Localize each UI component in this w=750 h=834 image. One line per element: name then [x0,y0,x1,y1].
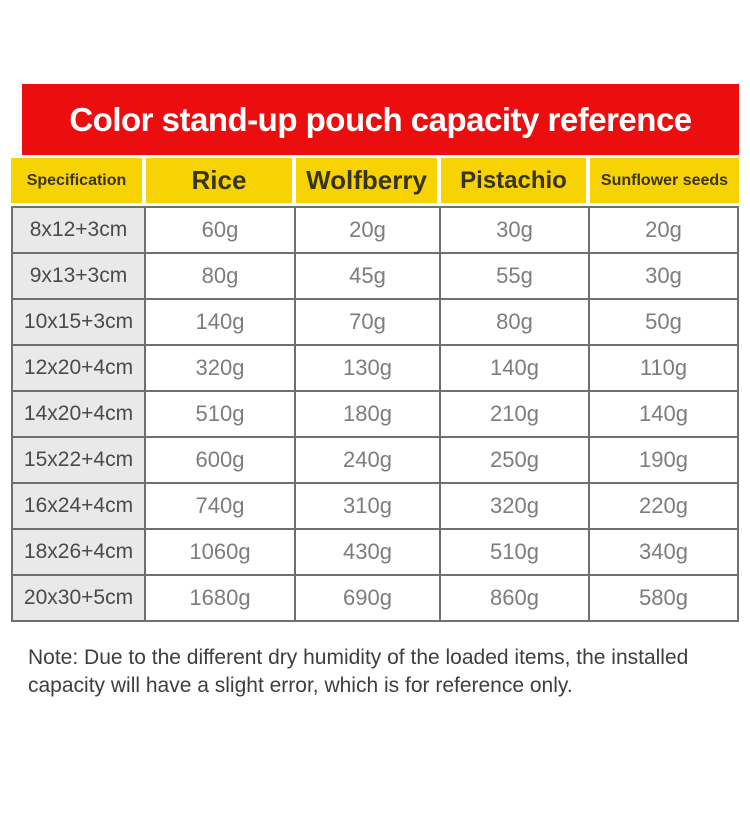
table-row [13,344,737,390]
value-cell-sunflower-seeds: 220g [590,484,737,528]
value-cell-wolfberry: 690g [296,576,441,620]
table-row [13,528,737,574]
value-cell-wolfberry: 70g [296,300,441,344]
value-cell-pistachio: 55g [441,254,590,298]
reference-note [28,644,730,700]
spec-cell: 15x22+4cm [13,438,146,482]
column-header-sunflower-seeds: Sunflower seeds [590,158,739,203]
table-row [13,482,737,528]
value-cell-rice: 320g [146,346,296,390]
column-header-specification: Specification [11,158,146,203]
value-cell-sunflower-seeds: 30g [590,254,737,298]
capacity-table [11,206,739,622]
column-header-rice: Rice [146,158,296,203]
column-header-pistachio: Pistachio [441,158,590,203]
value-cell-wolfberry: 430g [296,530,441,574]
value-cell-pistachio: 250g [441,438,590,482]
value-cell-wolfberry: 180g [296,392,441,436]
value-cell-wolfberry: 130g [296,346,441,390]
spec-cell: 10x15+3cm [13,300,146,344]
spec-cell: 9x13+3cm [13,254,146,298]
page-title: Color stand-up pouch capacity reference [69,100,692,138]
value-cell-pistachio: 860g [441,576,590,620]
value-cell-pistachio: 30g [441,208,590,252]
spec-cell: 8x12+3cm [13,208,146,252]
table-row [13,208,737,252]
table-row [13,574,737,620]
value-cell-pistachio: 140g [441,346,590,390]
value-cell-pistachio: 320g [441,484,590,528]
value-cell-pistachio: 210g [441,392,590,436]
value-cell-sunflower-seeds: 340g [590,530,737,574]
spec-cell: 18x26+4cm [13,530,146,574]
column-header-wolfberry: Wolfberry [296,158,441,203]
note-line-1: Note: Due to the different dry humidity of the loaded items, the installed [28,646,689,669]
capacity-reference-page [0,84,750,834]
value-cell-sunflower-seeds: 110g [590,346,737,390]
value-cell-sunflower-seeds: 20g [590,208,737,252]
note-line-2: capacity will have a slight error, which is for reference only. [28,673,573,697]
value-cell-rice: 1060g [146,530,296,574]
title-banner [22,84,739,155]
value-cell-wolfberry: 45g [296,254,441,298]
value-cell-rice: 80g [146,254,296,298]
table-row [13,390,737,436]
value-cell-sunflower-seeds: 140g [590,392,737,436]
spec-cell: 12x20+4cm [13,346,146,390]
value-cell-sunflower-seeds: 190g [590,438,737,482]
value-cell-wolfberry: 240g [296,438,441,482]
value-cell-sunflower-seeds: 580g [590,576,737,620]
spec-cell: 14x20+4cm [13,392,146,436]
value-cell-rice: 1680g [146,576,296,620]
value-cell-pistachio: 510g [441,530,590,574]
value-cell-wolfberry: 310g [296,484,441,528]
spec-cell: 16x24+4cm [13,484,146,528]
table-row [13,298,737,344]
value-cell-wolfberry: 20g [296,208,441,252]
value-cell-rice: 740g [146,484,296,528]
value-cell-rice: 140g [146,300,296,344]
value-cell-pistachio: 80g [441,300,590,344]
value-cell-rice: 510g [146,392,296,436]
table-header-row [11,158,739,203]
table-row [13,436,737,482]
table-row [13,252,737,298]
value-cell-rice: 60g [146,208,296,252]
value-cell-rice: 600g [146,438,296,482]
spec-cell: 20x30+5cm [13,576,146,620]
value-cell-sunflower-seeds: 50g [590,300,737,344]
